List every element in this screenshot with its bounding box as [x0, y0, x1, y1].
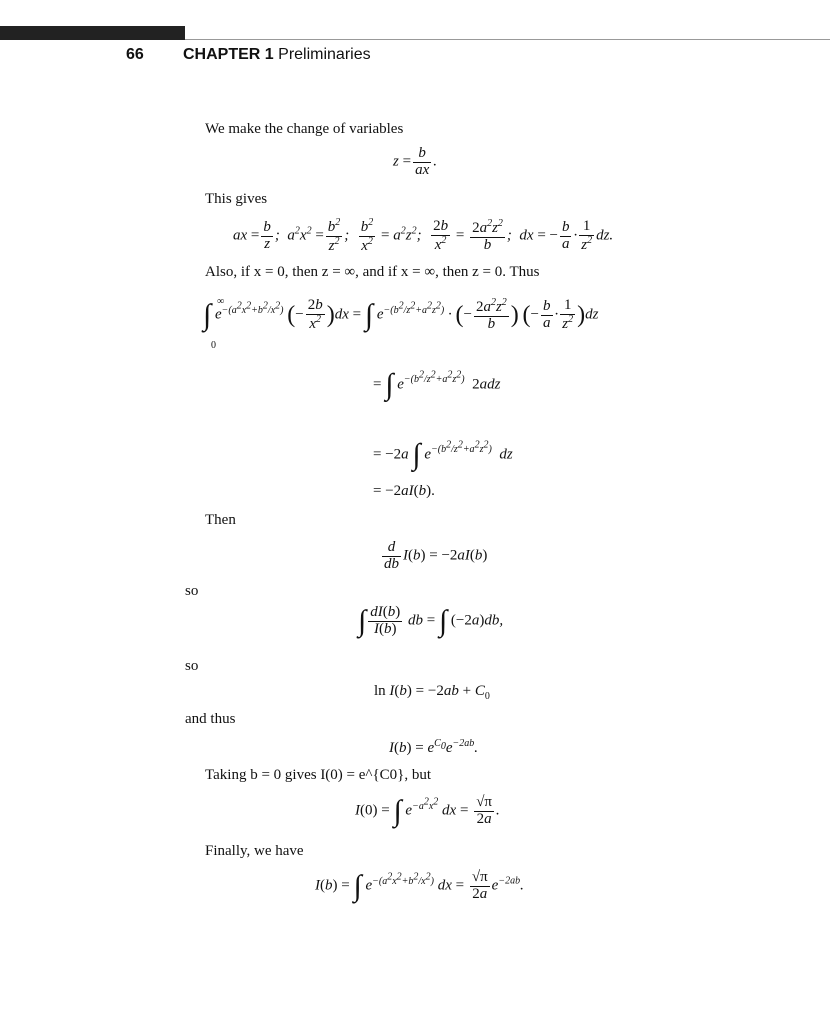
header-rule [185, 39, 830, 40]
chapter-title: Preliminaries [278, 46, 371, 63]
paragraph: so [185, 658, 199, 674]
equation-1: z = $\frac{b}{ax}$ . [393, 145, 437, 178]
paragraph: Finally, we have [205, 843, 304, 859]
paragraph: Then [205, 512, 236, 528]
paragraph: This gives [205, 191, 268, 207]
page-number: 66 [126, 46, 144, 63]
equation-5: = −2a ∫ $e^{-(b^2/z^2+a^2z^2)}$ dz [373, 438, 513, 471]
upper-limit: ∞ [217, 296, 225, 307]
equation-2: ax = $\frac{b}{z}$ ; $a^2x^2$ = $\frac{b^2}{z^2}$ ; $\frac{b^2}{x^2}$ = $a^2z^2$; $\frac{2b}{x^2}$ = $\frac{2a^2z^2}{b}$ ; dx = − $\frac{b}{a}$ · $\frac{1}{z^2}$ dz. [233, 217, 614, 254]
paragraph: so [185, 583, 199, 599]
equation-4: = ∫ $e^{-(b^2/z^2+a^2z^2)}$ 2adz [373, 368, 501, 401]
chapter-label: CHAPTER 1 [183, 46, 274, 63]
equation-8: ∫ $\frac{dI(b)}{I(b)}$ db = ∫ (−2a)db, [358, 604, 504, 638]
paragraph: We make the change of variables [205, 121, 404, 137]
equation-11: I(0) = ∫ $e^{-a^2x^2}$ dx = $\frac{√\pi}{2a}$ . [355, 794, 500, 828]
equation-7: $\frac{d}{db}$ I(b) = −2aI(b) [384, 539, 488, 572]
equation-9: $\ln I(b) = -2ab + C_0$ [374, 683, 490, 702]
chapter-heading [183, 46, 371, 64]
equation-3: ∫ $e^{-(a^2x^2+b^2/x^2)}$ (− $\frac{2b}{x^2}$ )dx = ∫ $e^{-(b^2/z^2+a^2z^2)}$ · (− $\frac{2a^2z^2}{b}$ ) (− $\frac{b}{a}$ · $\frac{1}{z^2}$ )dz [203, 297, 599, 332]
equation-6: = −2aI(b). [373, 483, 435, 499]
lower-limit: 0 [211, 340, 216, 351]
equation-12: I(b) = ∫ $e^{-(a^2x^2+b^2/x^2)}$ dx = $\frac{√\pi}{2a}$ $e^{-2ab}$. [315, 869, 524, 903]
header-bar [0, 26, 185, 40]
paragraph: Also, if x = 0, then z = ∞, and if x = ∞, then z = 0. Thus [205, 264, 540, 280]
paragraph: Taking b = 0 gives I(0) = e^{C0}, but [205, 767, 432, 783]
equation-10: $I(b) = e^{C_0}e^{-2ab}$. [389, 738, 478, 756]
paragraph: and thus [185, 711, 236, 727]
